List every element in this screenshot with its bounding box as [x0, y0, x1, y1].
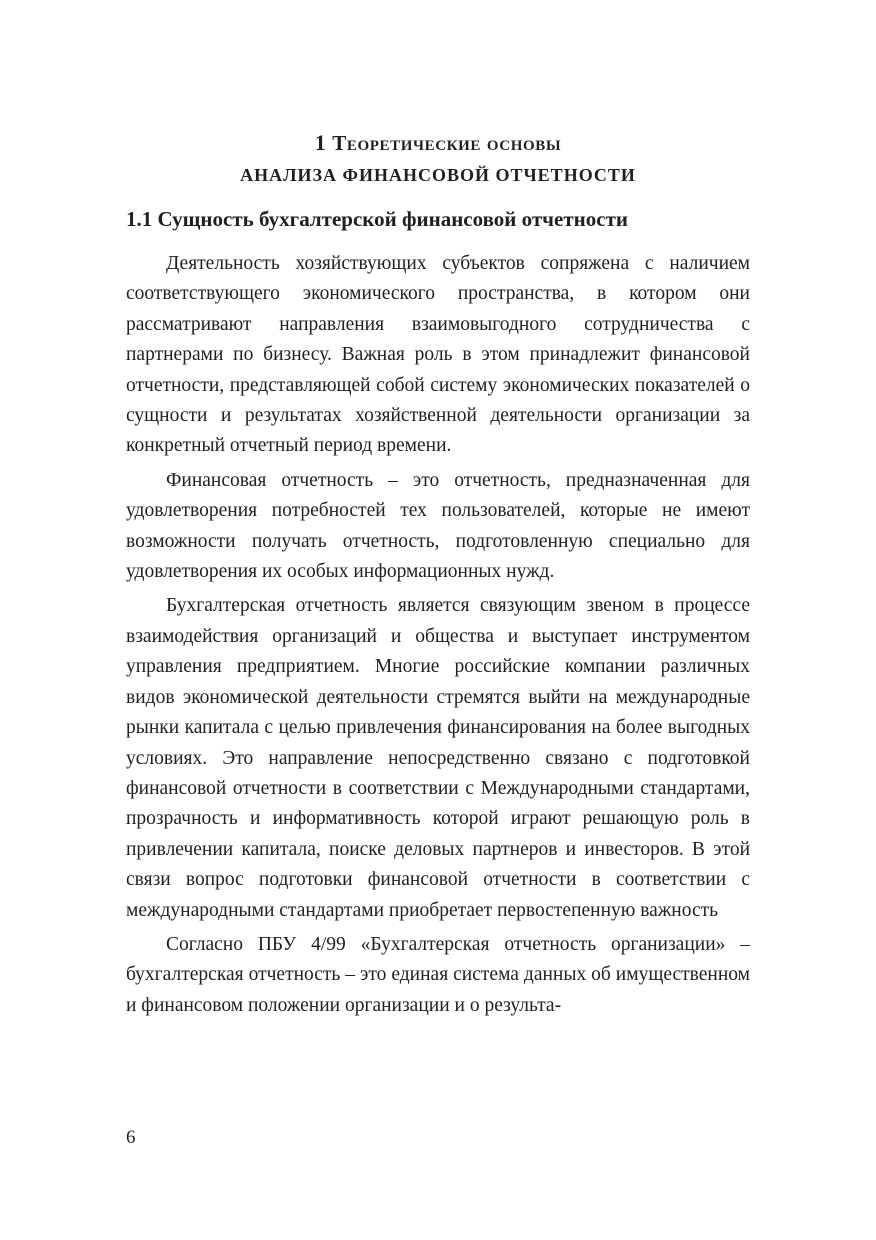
- chapter-title-rest: еоретические основы: [346, 131, 562, 155]
- chapter-title: [126, 127, 750, 191]
- chapter-title-line-1: [126, 127, 750, 159]
- section-title: 1.1 Сущность бухгалтерской финансовой отчетности: [126, 207, 629, 231]
- page-number: 6: [126, 1127, 136, 1148]
- chapter-title-first-letter: Т: [332, 131, 347, 155]
- paragraph: Согласно ПБУ 4/99 «Бухгалтерская отчетность организации» – бухгалтерская отчетность – это единая система данных об имущественном и финансовом положении организации и о результа-: [126, 933, 750, 1016]
- paragraph: Бухгалтерская отчетность является связующим звеном в процессе взаимодействия организаций и общества и выступает инструментом управления предприятием. Многие российские компании различных видов экономической деятельности стремятся выйти на международные рынки капитала с целью привлечения финансирования на более выгодных условиях. Это направление непосредственно связано с подготовкой финансовой отчетности в соответствии с Международными стандартами, прозрачность и информативность которой играют решающую роль в привлечении капитала, поиске деловых партнеров и инвесторов. В этой связи вопрос подготовки финансовой отчетности в соответствии с международными стандартами приобретает первостепенную важность: [126, 595, 750, 921]
- document-page: [126, 0, 750, 1240]
- chapter-number: 1: [314, 130, 327, 155]
- paragraph: Финансовая отчетность – это отчетность, предназначенная для удовлетворения потребностей тех пользователей, которые не имеют возможности получать отчетность, подготовленную специально для удовлетворения их особых информационных нужд.: [126, 469, 750, 583]
- chapter-title-line-2: АНАЛИЗА ФИНАНСОВОЙ ОТЧЕТНОСТИ: [240, 165, 636, 185]
- body-text: [126, 249, 750, 1025]
- paragraph: Деятельность хозяйствующих субъектов сопряжена с наличием соответствующего экономического пространства, в котором они рассматривают направления взаимовыгодного сотрудничества с партнерами по бизнесу. Важная роль в этом принадлежит финансовой отчетности, представляющей собой систему экономических показателей о сущности и результатах хозяйственной деятельности организации за конкретный отчетный период времени.: [126, 253, 750, 457]
